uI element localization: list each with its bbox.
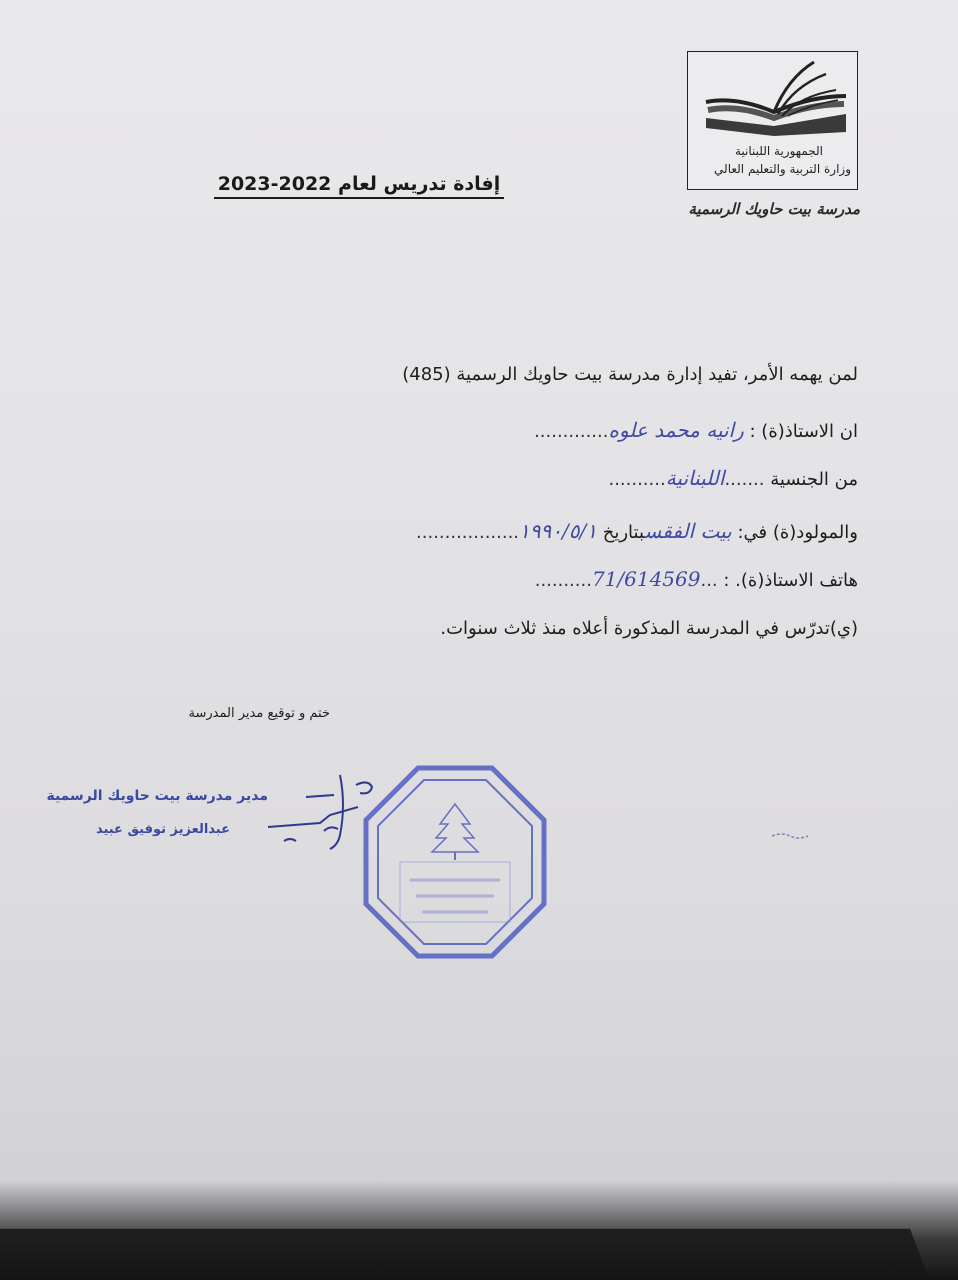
phone-line	[535, 567, 858, 591]
signer-name: عبدالعزيز توفيق عبيد	[95, 822, 230, 837]
nationality-line	[608, 466, 858, 490]
closing-line	[440, 618, 858, 639]
open-book-icon	[696, 56, 851, 142]
nationality-dots-a: .......	[724, 469, 765, 490]
teacher-dots: .............	[534, 421, 609, 442]
birth-line	[416, 519, 858, 543]
cedar-icon	[432, 804, 478, 860]
bottom-shadow	[0, 1180, 958, 1280]
teacher-name: رانيه محمد علوه	[608, 418, 744, 442]
intro-text: لمن يهمه الأمر، تفيد إدارة مدرسة بيت حاويك الرسمية (485)	[402, 364, 858, 385]
school-stamp	[360, 762, 550, 962]
school-name: مدرسة بيت حاويك الرسمية	[688, 200, 860, 218]
signature-label: ختم و توقيع مدير المدرسة	[188, 706, 330, 721]
phone-value: 71/614569	[591, 567, 701, 591]
birth-dots: ..................	[416, 522, 520, 543]
birth-date: ١٩٩٠/٥/١	[519, 519, 597, 543]
nationality-value: اللبنانية	[665, 466, 725, 490]
birth-place: بيت الفقس	[644, 519, 732, 543]
teacher-line	[534, 418, 858, 442]
closing-text: (ي)تدرّس في المدرسة المذكورة أعلاه منذ ثلاث سنوات.	[440, 618, 858, 639]
intro-line	[402, 364, 858, 385]
signer-title: مدير مدرسة بيت حاويك الرسمية	[46, 788, 268, 804]
ink-mark	[770, 828, 810, 842]
nationality-dots-b: ..........	[608, 469, 666, 490]
logo-ministry-text: وزارة التربية والتعليم العالي	[714, 162, 851, 176]
phone-label: هاتف الاستاذ(ة). :	[723, 570, 858, 591]
phone-dots-a: ...	[700, 570, 718, 591]
document-title: إفادة تدريس لعام 2022-2023	[214, 173, 504, 199]
teacher-label: ان الاستاذ(ة) :	[749, 421, 858, 442]
phone-dots-b: ..........	[534, 570, 592, 591]
date-label: بتاريخ	[602, 522, 645, 543]
born-label: والمولود(ة) في:	[737, 522, 858, 543]
logo-republic-text: الجمهورية اللبنانية	[734, 144, 823, 158]
ministry-logo	[687, 51, 858, 190]
nationality-label: من الجنسية	[770, 469, 858, 490]
